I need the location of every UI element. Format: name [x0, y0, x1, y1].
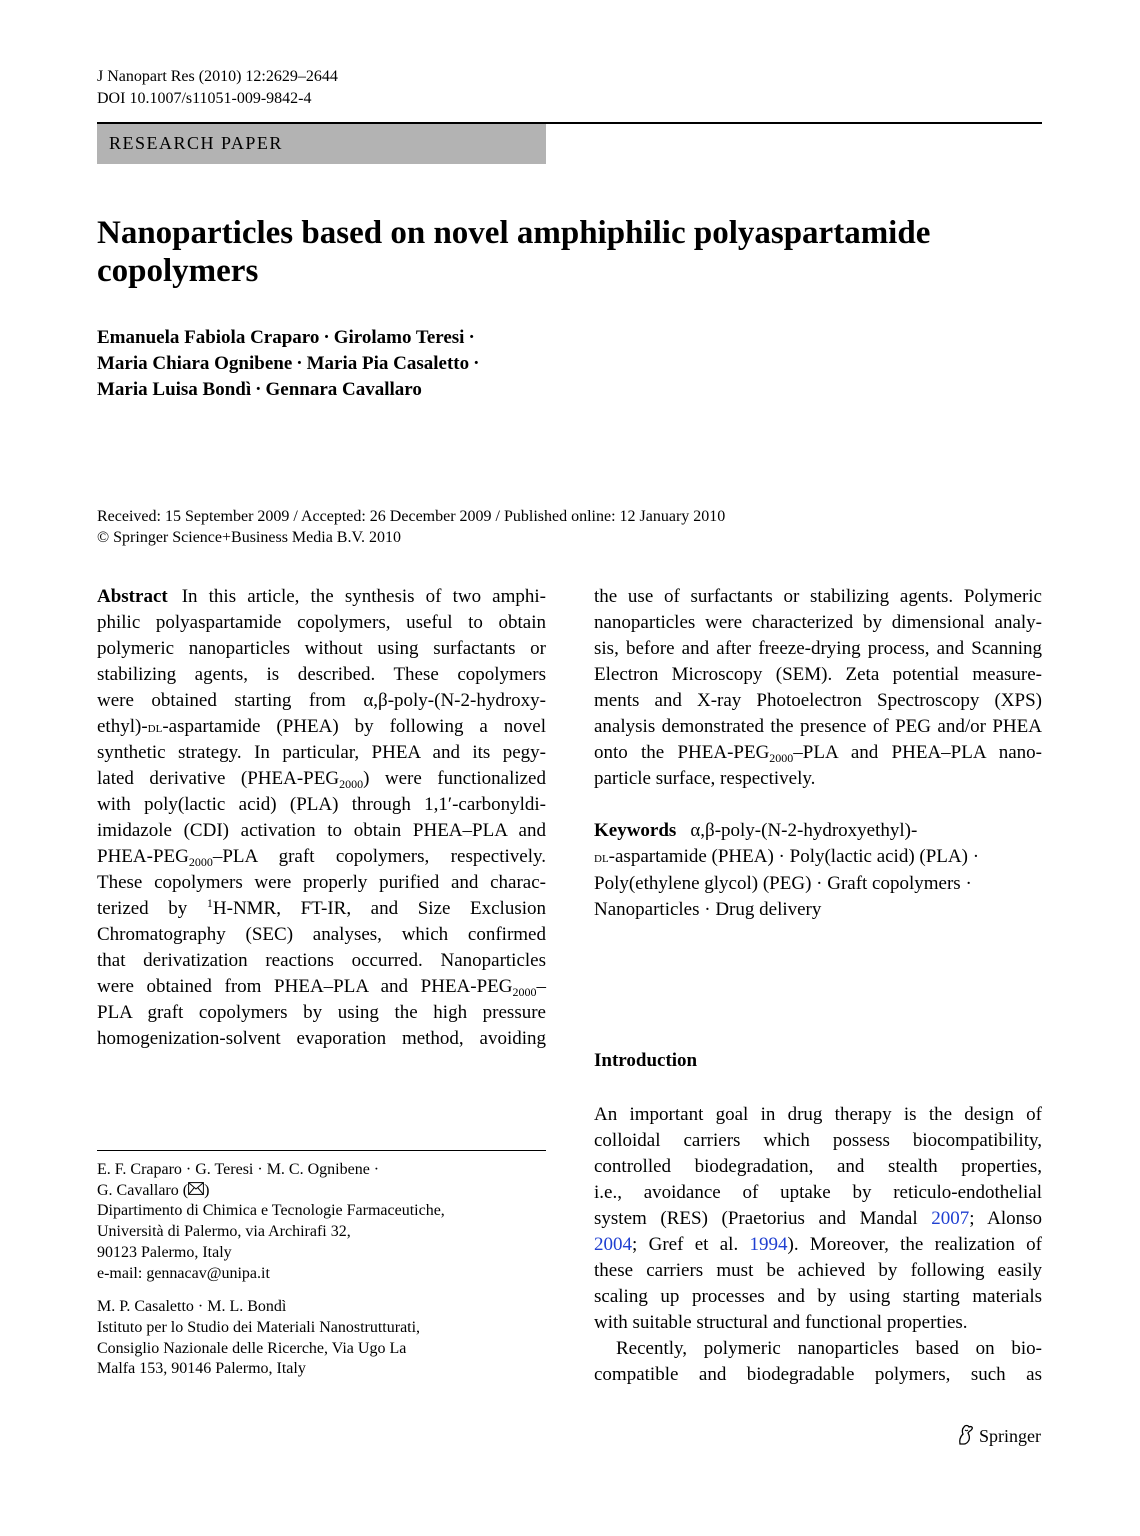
text-line: synthetic strategy. In particular, PHEA and its pegy-: [97, 742, 546, 763]
abstract-continued: [594, 584, 1042, 792]
journal-header: [97, 66, 338, 110]
text-line: PHEA-$PEG_{2000}$–PLA graft copolymers, respectively.: [97, 846, 546, 869]
text-line: An important goal in drug therapy is the design of: [594, 1104, 1042, 1125]
affil-line: E. F. Craparo · G. Teresi · M. C. Ognibene ·: [97, 1161, 380, 1178]
section-label: RESEARCH PAPER: [109, 133, 283, 153]
text-line: that derivatization reactions occurred. Nanoparticles: [97, 950, 546, 971]
text-line: with poly(lactic acid) (PLA) through 1,1′-carbonyldi-: [97, 794, 546, 815]
title-line-1: Nanoparticles based on novel amphiphilic polyaspartamide: [97, 215, 931, 251]
author: Girolamo Teresi: [333, 327, 465, 348]
doi[interactable]: DOI 10.1007/s11051-009-9842-4: [97, 90, 312, 107]
introduction-heading: Introduction: [594, 1050, 698, 1071]
text-line: homogenization-solvent evaporation method, avoiding: [97, 1028, 546, 1049]
springer-horse-icon: [956, 1424, 976, 1446]
title-line-2: copolymers: [97, 253, 259, 289]
text-line: philic polyaspartamide copolymers, useful to obtain: [97, 612, 546, 633]
text-line: imidazole (CDI) activation to obtain PHEA–PLA and: [97, 820, 546, 841]
abstract-label: Abstract: [97, 586, 168, 607]
text-line: i.e., avoidance of uptake by reticulo-endothelial: [594, 1182, 1042, 1203]
keyword-text: dl-aspartamide (PHEA) · Poly(lactic acid) (PLA) ·: [594, 846, 980, 867]
affiliations: [97, 1160, 546, 1393]
envelope-icon: [188, 1182, 204, 1195]
citation-link[interactable]: 2007: [931, 1208, 970, 1229]
citation-link[interactable]: 2004: [594, 1234, 632, 1255]
text-line: sis, before and after freeze-drying process, and Scanning: [594, 638, 1042, 659]
text-line: these carriers must be achieved by following easily: [594, 1260, 1042, 1281]
author: Gennara Cavallaro: [265, 379, 422, 400]
text-line: stabilizing agents, is described. These copolymers: [97, 664, 546, 685]
text-line: ethyl)-dl-aspartamide (PHEA) by following a novel: [97, 716, 546, 737]
affil-line: Istituto per lo Studio dei Materiali Nanostrutturati,: [97, 1318, 421, 1336]
introduction-body: [594, 1102, 1042, 1388]
affil-line: 90123 Palermo, Italy: [97, 1243, 232, 1261]
publication-dates: [97, 506, 725, 548]
text-line: were obtained from PHEA–PLA and PHEA-$PEG_{2000}-$: [97, 976, 546, 999]
text-line: Chromatography (SEC) analyses, which confirmed: [97, 924, 546, 945]
author: Maria Luisa Bondì: [97, 379, 252, 400]
journal-citation: J Nanopart Res (2010) 12:2629–2644: [97, 68, 338, 85]
text-line: the use of surfactants or stabilizing agents. Polymeric: [594, 586, 1042, 607]
text-line: compatible and biodegradable polymers, such as: [594, 1364, 1042, 1385]
text-line: controlled biodegradation, and stealth properties,: [594, 1156, 1042, 1177]
text-line: scaling up processes and by using starting materials: [594, 1286, 1042, 1307]
text-line: These copolymers were properly purified and charac-: [97, 872, 546, 893]
text-line: Recently, polymeric nanoparticles based on bio-: [616, 1338, 1042, 1359]
copyright: © Springer Science+Business Media B.V. 2010: [97, 529, 401, 546]
text-line: terized by $^1$H-NMR, FT-IR, and Size Exclusion: [97, 896, 547, 919]
affiliation-2: [97, 1297, 546, 1380]
footnote-rule: [97, 1150, 546, 1151]
keyword-text: α,β-poly-(N-2-hydroxyethyl)-: [690, 820, 918, 841]
keywords: [594, 818, 1042, 923]
text-line: In this article, the synthesis of two amphi-: [181, 586, 546, 607]
affil-line: Consiglio Nazionale delle Ricerche, Via Ugo La: [97, 1339, 407, 1357]
text-line: analysis demonstrated the presence of PEG and/or PHEA: [594, 716, 1042, 737]
keyword-text: Poly(ethylene glycol) (PEG) · Graft copolymers ·: [594, 873, 972, 894]
author: Maria Pia Casaletto: [306, 353, 470, 374]
text-line: ments and X-ray Photoelectron Spectroscopy (XPS): [594, 690, 1042, 711]
publisher-footer: [956, 1424, 1041, 1447]
text-line: 2004; Gref et al. 1994). Moreover, the realization of: [594, 1234, 1042, 1255]
author: Maria Chiara Ognibene: [97, 353, 293, 374]
text-line: with suitable structural and functional properties.: [594, 1312, 968, 1333]
affil-line: G. Cavallaro (: [97, 1181, 189, 1199]
dates: Received: 15 September 2009 / Accepted: 26 December 2009 / Published online: 12 January 2010: [97, 508, 726, 525]
text-line: PLA graft copolymers by using the high pressure: [97, 1002, 546, 1023]
section-banner: [97, 124, 546, 164]
text-line: lated derivative $(PHEA-PEG_{2000})$ were functionalized: [97, 768, 546, 791]
affil-line: Malfa 153, 90146 Palermo, Italy: [97, 1360, 306, 1378]
paper-title: [97, 214, 997, 290]
text-line: particle surface, respectively.: [594, 768, 816, 789]
email-link[interactable]: e-mail: gennacav@unipa.it: [97, 1264, 270, 1282]
abstract: [97, 584, 546, 1052]
publisher-name: Springer: [979, 1426, 1041, 1446]
text-line: system (RES) (Praetorius and Mandal 2007; Alonso: [594, 1208, 1042, 1229]
text-line: onto the PHEA-$PEG_{2000}$–PLA and PHEA–PLA nano-: [594, 742, 1042, 765]
affiliation-1: [97, 1160, 546, 1284]
affil-line: ): [204, 1181, 210, 1199]
keywords-label: Keywords: [594, 820, 677, 841]
citation-link[interactable]: 1994: [749, 1234, 788, 1255]
author-list: Emanuela Fabiola Craparo · Girolamo Teresi · Maria Chiara Ognibene · Maria Pia Casaletto · Maria Luisa Bondì · Gennara Cavallaro: [97, 327, 480, 400]
keyword-text: Nanoparticles · Drug delivery: [594, 899, 822, 920]
affil-line: Dipartimento di Chimica e Tecnologie Farmaceutiche,: [97, 1202, 445, 1220]
text-line: polymeric nanoparticles without using surfactants or: [97, 638, 546, 659]
text-line: nanoparticles were characterized by dimensional analy-: [594, 612, 1042, 633]
affil-line: Università di Palermo, via Archirafi 32,: [97, 1223, 351, 1241]
text-line: colloidal carriers which possess biocompatibility,: [594, 1130, 1042, 1151]
author: Emanuela Fabiola Craparo: [97, 327, 320, 348]
affil-line: M. P. Casaletto · M. L. Bondì: [97, 1298, 287, 1316]
text-line: Electron Microscopy (SEM). Zeta potential measure-: [594, 664, 1042, 685]
text-line: were obtained starting from α,β-poly-(N-2-hydroxy-: [97, 690, 546, 711]
